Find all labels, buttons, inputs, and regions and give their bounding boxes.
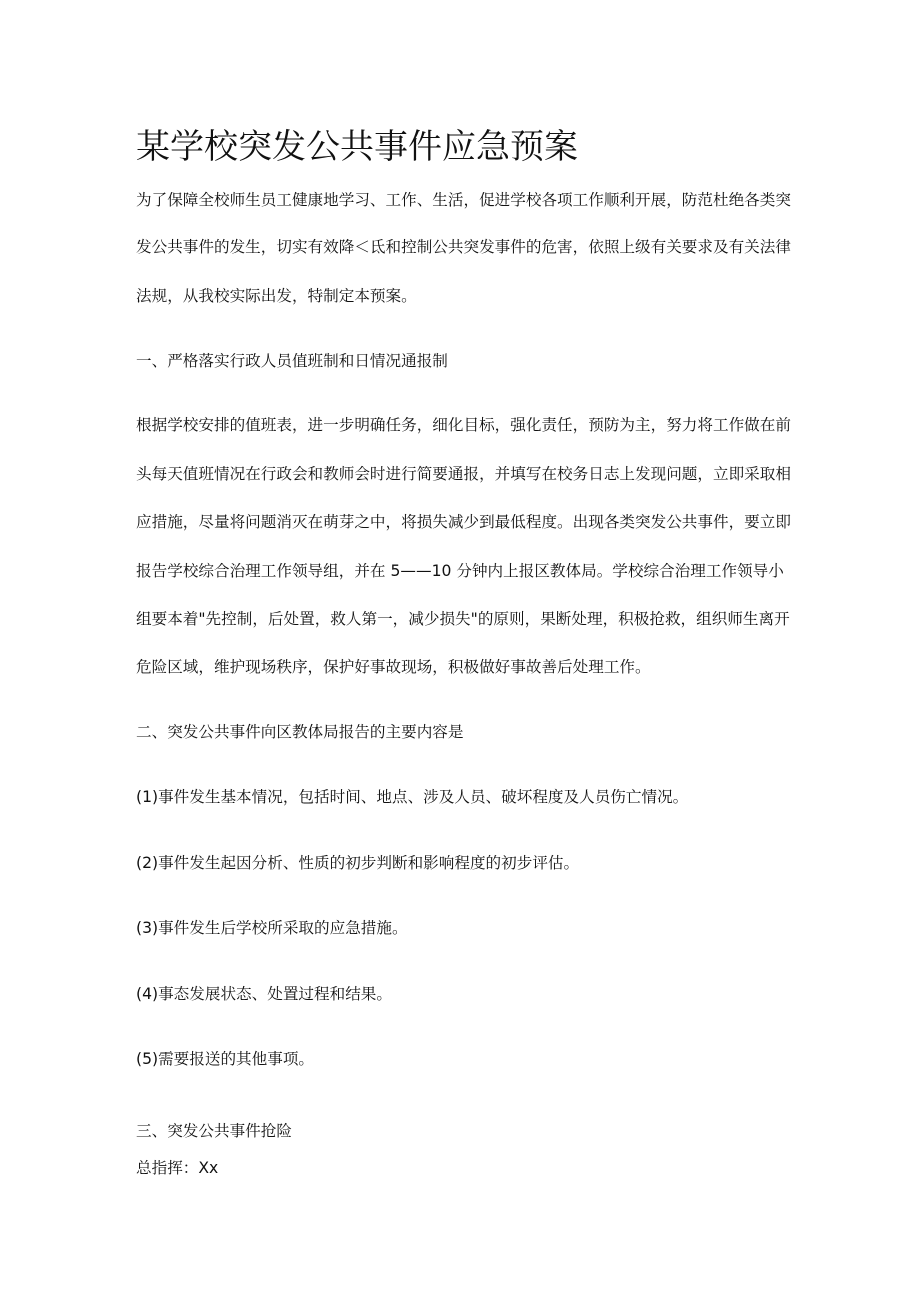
section-1-line-5: 组要本着"先控制，后处置，救人第一，减少损失"的原则，果断处理，积极抢救，组织师生离开 bbox=[136, 610, 790, 628]
report-item-4: (4)事态发展状态、处置过程和结果。 bbox=[136, 985, 392, 1003]
report-item-1: (1)事件发生基本情况，包括时间、地点、涉及人员、破坏程度及人员伤亡情况。 bbox=[136, 788, 689, 806]
section-1-heading: 一、严格落实行政人员值班制和日情况通报制 bbox=[136, 352, 448, 370]
intro-line-2: 发公共事件的发生，切实有效降＜氐和控制公共突发事件的危害，依照上级有关要求及有关法律 bbox=[136, 238, 791, 256]
intro-line-1: 为了保障全校师生员工健康地学习、工作、生活，促进学校各项工作顺利开展，防范杜绝各类突 bbox=[136, 191, 791, 209]
section-1-line-3: 应措施，尽量将问题消灭在萌芽之中，将损失减少到最低程度。出现各类突发公共事件，要立即 bbox=[136, 513, 791, 531]
intro-line-3: 法规，从我校实际出发，特制定本预案。 bbox=[136, 287, 417, 305]
section-1-line-1: 根据学校安排的值班表，进一步明确任务，细化目标，强化责任，预防为主，努力将工作做在前 bbox=[136, 416, 791, 434]
document-title: 某学校突发公共事件应急预案 bbox=[136, 127, 578, 167]
commander-line: 总指挥：Xx bbox=[136, 1159, 219, 1177]
report-item-3: (3)事件发生后学校所采取的应急措施。 bbox=[136, 919, 408, 937]
report-item-2: (2)事件发生起因分析、性质的初步判断和影响程度的初步评估。 bbox=[136, 854, 580, 872]
section-3-heading: 三、突发公共事件抢险 bbox=[136, 1122, 292, 1140]
section-1-line-6: 危险区域，维护现场秩序，保护好事故现场，积极做好事故善后处理工作。 bbox=[136, 658, 651, 676]
report-item-5: (5)需要报送的其他事项。 bbox=[136, 1050, 315, 1068]
section-1-line-4: 报告学校综合治理工作领导组，并在 5——10 分钟内上报区教体局。学校综合治理工作领导小 bbox=[136, 562, 784, 580]
section-1-line-2: 头每天值班情况在行政会和教师会时进行简要通报，并填写在校务日志上发现问题，立即采取相 bbox=[136, 465, 791, 483]
section-2-heading: 二、突发公共事件向区教体局报告的主要内容是 bbox=[136, 723, 464, 741]
